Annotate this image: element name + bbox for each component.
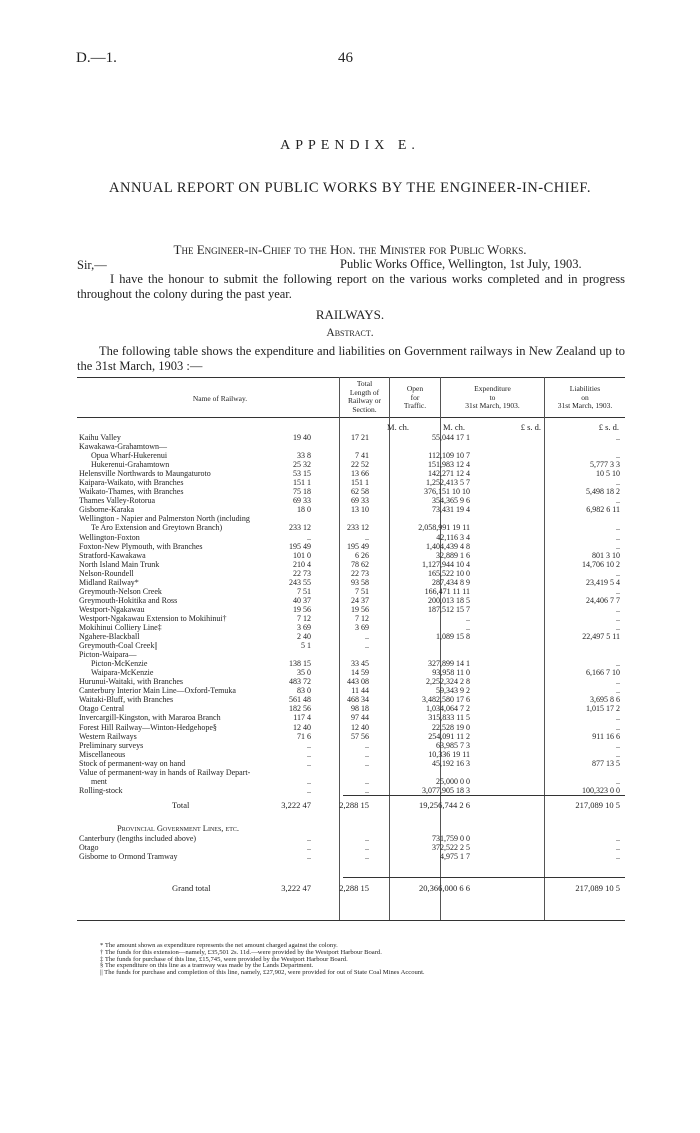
railway-name: Wellington-Foxton: [79, 532, 140, 542]
railway-name: Kawakawa-Grahamtown—: [79, 442, 167, 452]
railway-name: Waipara-McKenzie: [91, 668, 154, 678]
expenditure-cell: 2,058,991 19 11: [418, 523, 470, 533]
liabilities-cell: 100,323 0 0: [582, 785, 620, 795]
table-row: [77, 505, 625, 514]
liabilities-cell: ..: [616, 568, 620, 578]
report-title: ANNUAL REPORT ON PUBLIC WORKS BY THE ENGINEER-IN-CHIEF.: [109, 180, 591, 196]
expenditure-cell: 187,512 15 7: [428, 604, 470, 614]
total-length-cell: ..: [307, 749, 311, 759]
appendix-heading: APPENDIX E.: [280, 138, 420, 153]
open-traffic-cell: ..: [365, 632, 369, 642]
table-row: [77, 713, 625, 722]
railway-name: Gisborne to Ormond Tramway: [79, 852, 178, 862]
railway-name: Otago Central: [79, 704, 125, 714]
expenditure-cell: 25,000 0 0: [436, 776, 470, 786]
total-length-cell: 210 4: [293, 559, 311, 569]
open-traffic-cell: 62 58: [351, 487, 369, 497]
railway-name: Rolling-stock: [79, 785, 123, 795]
railway-name: Greymouth-Coal Creek||: [79, 641, 158, 651]
grand-total-row: Grand total 3,222 47 2,288 15 20,366,000 6 6 217,089 10 5: [172, 883, 620, 893]
table-row: [77, 460, 625, 469]
liabilities-cell: ..: [616, 843, 620, 853]
expenditure-cell: 165,522 10 0: [428, 568, 470, 578]
table-row: [77, 668, 625, 677]
total-length-cell: 483 72: [289, 677, 311, 687]
liabilities-cell: ..: [616, 686, 620, 696]
open-traffic-cell: 78 62: [351, 559, 369, 569]
open-traffic-cell: 97 44: [351, 713, 369, 723]
railway-name: Waikato-Thames, with Branches: [79, 487, 184, 497]
table-row: [77, 704, 625, 713]
railway-name: Canterbury Interior Main Line—Oxford-Temuka: [79, 686, 236, 696]
table-row: [77, 695, 625, 704]
page-number: 46: [338, 50, 353, 66]
open-traffic-cell: 33 45: [351, 659, 369, 669]
liabilities-cell: ..: [616, 834, 620, 843]
railway-name: Picton-McKenzie: [91, 659, 148, 669]
place-date: Public Works Office, Wellington, 1st July, 1903.: [340, 257, 582, 271]
open-traffic-cell: ..: [365, 641, 369, 651]
liabilities-cell: 10 5 10: [596, 469, 620, 479]
open-traffic-cell: 151 1: [351, 478, 369, 488]
liabilities-cell: 6,166 7 10: [586, 668, 620, 678]
total-length-cell: 7 51: [297, 586, 311, 596]
total-length-cell: 117 4: [293, 713, 311, 723]
railway-name: Greymouth-Hokitika and Ross: [79, 595, 178, 605]
footnote: § The expenditure on this line as a tramway was made by the Lands Department.: [100, 962, 314, 970]
total-length-cell: 75 18: [293, 487, 311, 497]
expenditure-cell: 3,077,905 18 3: [422, 785, 470, 795]
liabilities-cell: 6,982 6 11: [586, 505, 620, 515]
liabilities-cell: ..: [616, 740, 620, 750]
liabilities-cell: ..: [616, 659, 620, 669]
table-row: [77, 533, 625, 542]
railway-table-body: [77, 433, 625, 795]
expenditure-cell: 376,151 10 10: [424, 487, 470, 497]
table-row: [77, 632, 625, 641]
table-row: [77, 777, 625, 786]
total-length-cell: ..: [307, 834, 311, 843]
expenditure-cell: 142,271 12 4: [428, 469, 470, 479]
railway-name: Picton-Waipara—: [79, 650, 137, 660]
table-row: [77, 442, 625, 451]
open-traffic-cell: 13 66: [351, 469, 369, 479]
railway-name: Te Aro Extension and Greytown Branch): [91, 523, 223, 533]
liabilities-cell: 14,706 10 2: [582, 559, 620, 569]
open-traffic-cell: ..: [365, 843, 369, 853]
liabilities-cell: ..: [616, 433, 620, 442]
railway-name: Nelson-Roundell: [79, 568, 134, 578]
open-traffic-cell: 22 52: [351, 460, 369, 470]
railway-name: Hukerenui-Grahamtown: [91, 460, 170, 470]
expenditure-cell: 315,833 11 5: [428, 713, 470, 723]
expenditure-cell: 200,013 18 5: [428, 595, 470, 605]
expenditure-cell: 151,983 12 4: [428, 460, 470, 470]
total-length-cell: 53 15: [293, 469, 311, 479]
open-traffic-cell: 443 08: [347, 677, 369, 687]
total-length-cell: 243 55: [289, 577, 311, 587]
expenditure-cell: 1,252,413 5 7: [426, 478, 470, 488]
expenditure-cell: 55,044 17 1: [432, 433, 470, 442]
railway-name: Westport-Ngakawau Extension to Mokihinui†: [79, 613, 227, 623]
units-row: M. ch. M. ch. £ s. d. £ s. d.: [387, 422, 619, 432]
total-length-cell: 233 12: [289, 523, 311, 533]
table-row: [77, 560, 625, 569]
railway-name: Waitaki-Bluff, with Branches: [79, 695, 174, 705]
railway-name: Foxton-New Plymouth, with Branches: [79, 541, 203, 551]
liabilities-cell: 3,695 8 6: [590, 695, 620, 705]
liabilities-cell: ..: [616, 532, 620, 542]
liabilities-cell: ..: [616, 677, 620, 687]
open-traffic-cell: 69 33: [351, 496, 369, 506]
expenditure-cell: 42,116 3 4: [436, 532, 470, 542]
liabilities-cell: ..: [616, 586, 620, 596]
total-length-cell: 19 56: [293, 604, 311, 614]
total-length-cell: 40 37: [293, 595, 311, 605]
provincial-heading: Provincial Government Lines, etc.: [117, 823, 240, 833]
expenditure-cell: 372,522 2 5: [432, 843, 470, 853]
open-traffic-cell: 24 37: [351, 595, 369, 605]
open-traffic-cell: 98 18: [351, 704, 369, 714]
table-row: [77, 605, 625, 614]
liabilities-cell: 5,498 18 2: [586, 487, 620, 497]
col-header-length: Total Length of Railway or Section.: [347, 379, 382, 414]
total-length-cell: 69 33: [293, 496, 311, 506]
liabilities-cell: ..: [616, 613, 620, 623]
footnote: ‡ The funds for purchase of this line, £15,745, were provided by the Westport Harbour Board.: [100, 955, 348, 963]
sub-heading: Abstract.: [326, 327, 374, 339]
open-traffic-cell: 7 41: [355, 451, 369, 461]
open-traffic-cell: 233 12: [347, 523, 369, 533]
open-traffic-cell: ..: [365, 740, 369, 750]
liabilities-cell: ..: [616, 541, 620, 551]
expenditure-cell: 73,431 19 4: [432, 505, 470, 515]
expenditure-cell: 63,985 7 3: [436, 740, 470, 750]
total-length-cell: 12 40: [293, 722, 311, 732]
railway-name: Ngahere-Blackball: [79, 632, 140, 642]
expenditure-cell: 1,404,439 4 8: [426, 541, 470, 551]
open-traffic-cell: 22 73: [351, 568, 369, 578]
total-length-cell: 71 6: [297, 731, 311, 741]
expenditure-cell: 1,089 15 8: [436, 632, 470, 642]
table-row: [77, 451, 625, 460]
total-length-cell: 138 15: [289, 659, 311, 669]
col-header-expenditure: Expenditure to 31st March, 1903.: [465, 384, 520, 410]
total-length-cell: 101 0: [293, 550, 311, 560]
railway-name: Opua Wharf-Hukerenui: [91, 451, 168, 461]
total-length-cell: 35 0: [297, 668, 311, 678]
table-row: [77, 478, 625, 487]
table-row: [77, 641, 625, 650]
open-traffic-cell: 6 26: [355, 550, 369, 560]
table-row: [77, 496, 625, 505]
open-traffic-cell: 12 40: [351, 722, 369, 732]
open-traffic-cell: 57 56: [351, 731, 369, 741]
table-row: [77, 469, 625, 478]
expenditure-cell: 2,252,324 2 8: [426, 677, 470, 687]
table-row: [77, 596, 625, 605]
footnotes: [100, 943, 620, 977]
liabilities-cell: ..: [616, 713, 620, 723]
total-length-cell: ..: [307, 843, 311, 853]
table-row: [77, 843, 625, 852]
table-row: [77, 686, 625, 695]
liabilities-cell: 911 16 6: [592, 731, 620, 741]
table-row: [77, 677, 625, 686]
expenditure-cell: 4,975 1 7: [440, 852, 470, 862]
total-length-cell: ..: [307, 852, 311, 862]
footnote: * The amount shown as expenditure represents the net amount charged against the colony.: [100, 942, 338, 949]
table-row: [77, 786, 625, 795]
open-traffic-cell: ..: [365, 758, 369, 768]
liabilities-cell: ..: [616, 722, 620, 732]
railway-name: Gisborne-Karaka: [79, 505, 135, 515]
open-traffic-cell: 17 21: [351, 433, 369, 442]
footnote: || The funds for purchase and completion of this line, namely, £27,902, were provided for out of State Coal Mines Account.: [100, 969, 425, 977]
liabilities-cell: ..: [616, 523, 620, 533]
railway-name: Stock of permanent-way on hand: [79, 758, 186, 768]
total-length-cell: 7 12: [297, 613, 311, 623]
table-row: [77, 732, 625, 741]
open-traffic-cell: 93 58: [351, 577, 369, 587]
table-row: [77, 542, 625, 551]
table-row: [77, 852, 625, 861]
railway-name: Westport-Ngakawau: [79, 604, 145, 614]
table-row: [77, 759, 625, 768]
intro-paragraph: I have the honour to submit the following report on the various works completed and in progress throughout the colony during the past year.: [77, 272, 625, 301]
document-reference: D.—1.: [76, 50, 117, 66]
expenditure-cell: ..: [466, 613, 470, 623]
liabilities-cell: ..: [616, 478, 620, 488]
liabilities-cell: ..: [616, 604, 620, 614]
railway-name: North Island Main Trunk: [79, 559, 160, 569]
open-traffic-cell: 19 56: [351, 604, 369, 614]
table-bottom-rule: [77, 920, 625, 921]
liabilities-cell: ..: [616, 622, 620, 632]
provincial-table-body: [77, 834, 625, 861]
table-row: [77, 523, 625, 532]
railway-name: Helensville Northwards to Maungaturoto: [79, 469, 211, 479]
liabilities-cell: 22,497 5 11: [582, 632, 620, 642]
liabilities-cell: ..: [616, 749, 620, 759]
total-length-cell: 18 0: [297, 505, 311, 515]
total-length-cell: 3 69: [297, 622, 311, 632]
table-row: [77, 650, 625, 659]
railway-name: Stratford-Kawakawa: [79, 550, 146, 560]
railway-name: Thames Valley-Rotorua: [79, 496, 156, 506]
open-traffic-cell: 7 12: [355, 613, 369, 623]
open-traffic-cell: ..: [365, 749, 369, 759]
expenditure-cell: 112,109 10 7: [428, 451, 470, 461]
open-traffic-cell: ..: [365, 852, 369, 862]
expenditure-cell: 45,192 16 3: [432, 758, 470, 768]
col-header-open: Open for Traffic.: [403, 384, 427, 410]
total-length-cell: ..: [307, 785, 311, 795]
liabilities-cell: 5,777 3 3: [590, 460, 620, 470]
railway-name: Value of permanent-way in hands of Railway Depart-: [79, 767, 251, 777]
open-traffic-cell: 195 49: [347, 541, 369, 551]
liabilities-cell: 24,406 7 7: [586, 595, 620, 605]
expenditure-cell: 93,958 11 0: [432, 668, 470, 678]
open-traffic-cell: 7 51: [355, 586, 369, 596]
col-header-name: Name of Railway.: [192, 394, 248, 403]
table-row: [77, 433, 625, 442]
expenditure-cell: 1,034,064 7 2: [426, 704, 470, 714]
railway-name: Invercargill-Kingston, with Mararoa Branch: [79, 713, 221, 723]
liabilities-cell: ..: [616, 451, 620, 461]
railway-name: Miscellaneous: [79, 749, 126, 759]
liabilities-cell: 877 13 5: [592, 758, 620, 768]
table-row: [77, 569, 625, 578]
table-intro: The following table shows the expenditure and liabilities on Government railways in New Zealand up to the 31st March, 1903 :—: [77, 344, 625, 373]
total-length-cell: 83 0: [297, 686, 311, 696]
open-traffic-cell: 3 69: [355, 622, 369, 632]
table-row: [77, 723, 625, 732]
table-row: [77, 551, 625, 560]
table-row: [77, 741, 625, 750]
address-line: The Engineer-in-Chief to the Hon. the Minister for Public Works.: [173, 242, 527, 257]
total-length-cell: ..: [307, 532, 311, 542]
expenditure-cell: 327,899 14 1: [428, 659, 470, 669]
col-header-liabilities: Liabilities on 31st March, 1903.: [557, 384, 613, 410]
expenditure-cell: ..: [466, 622, 470, 632]
expenditure-cell: 22,528 19 0: [432, 722, 470, 732]
table-row: [77, 834, 625, 843]
open-traffic-cell: ..: [365, 776, 369, 786]
expenditure-cell: 287,434 8 9: [432, 577, 470, 587]
open-traffic-cell: 14 59: [351, 668, 369, 678]
table-top-rule: [77, 377, 625, 378]
open-traffic-cell: 468 34: [347, 695, 369, 705]
liabilities-cell: ..: [616, 852, 620, 862]
total-length-cell: 195 49: [289, 541, 311, 551]
expenditure-cell: 32,889 1 6: [436, 550, 470, 560]
open-traffic-cell: ..: [365, 532, 369, 542]
table-row: [77, 514, 625, 523]
total-length-cell: 19 40: [293, 433, 311, 442]
railway-name: ment: [91, 776, 107, 786]
expenditure-cell: 731,759 0 0: [432, 834, 470, 843]
table-row: [77, 659, 625, 668]
salutation: Sir,—: [77, 258, 107, 272]
open-traffic-cell: ..: [365, 785, 369, 795]
railway-name: Kaipara-Waikato, with Branches: [79, 478, 184, 488]
total-length-cell: 22 73: [293, 568, 311, 578]
liabilities-cell: 1,015 17 2: [586, 704, 620, 714]
table-row: [77, 578, 625, 587]
railway-name: Kaihu Valley: [79, 433, 121, 442]
railway-name: Western Railways: [79, 731, 137, 741]
open-traffic-cell: ..: [365, 834, 369, 843]
total-length-cell: 2 40: [297, 632, 311, 642]
open-traffic-cell: 11 44: [351, 686, 369, 696]
table-row: [77, 623, 625, 632]
expenditure-cell: 10,336 19 11: [428, 749, 470, 759]
railway-name: Otago: [79, 843, 99, 853]
footnote: † The funds for this extension—namely, £35,501 2s. 11d.—were provided by the Westport Harbour Board.: [100, 948, 382, 956]
total-length-cell: 151 1: [293, 478, 311, 488]
expenditure-cell: 254,091 11 2: [428, 731, 470, 741]
railway-name: Forest Hill Railway—Winton-Hedgehope§: [79, 722, 217, 732]
liabilities-cell: ..: [616, 496, 620, 506]
liabilities-cell: ..: [616, 776, 620, 786]
table-row: [77, 750, 625, 759]
total-length-cell: ..: [307, 740, 311, 750]
table-row: [77, 587, 625, 596]
total-length-cell: 561 48: [289, 695, 311, 705]
header-bottom-rule: [77, 417, 625, 418]
railway-name: Hurunui-Waitaki, with Branches: [79, 677, 183, 687]
expenditure-cell: 59,343 9 2: [436, 686, 470, 696]
total-length-cell: 25 32: [293, 460, 311, 470]
total-length-cell: 182 56: [289, 704, 311, 714]
total-length-cell: 5 1: [301, 641, 311, 651]
railway-name: Wellington - Napier and Palmerston North (including: [79, 514, 250, 524]
liabilities-cell: 23,419 5 4: [586, 577, 620, 587]
section-heading: RAILWAYS.: [315, 307, 385, 322]
railway-name: Greymouth-Nelson Creek: [79, 586, 162, 596]
railway-name: Canterbury (lengths included above): [79, 834, 197, 843]
expenditure-cell: 166,471 11 11: [424, 586, 470, 596]
railway-name: Preliminary surveys: [79, 740, 144, 750]
grand-total-rule: [343, 877, 625, 878]
total-length-cell: 33 8: [297, 451, 311, 461]
expenditure-cell: 3,482,580 17 6: [422, 695, 470, 705]
total-length-cell: ..: [307, 776, 311, 786]
railway-name: Mokihinui Colliery Line‡: [79, 622, 162, 632]
table-row: [77, 768, 625, 777]
table-row: [77, 614, 625, 623]
total-rule: [343, 795, 625, 796]
open-traffic-cell: 13 10: [351, 505, 369, 515]
expenditure-cell: 354,365 9 6: [432, 496, 470, 506]
table-row: [77, 487, 625, 496]
total-row: Total 3,222 47 2,288 15 19,256,744 2 6 217,089 10 5: [172, 800, 620, 810]
total-length-cell: ..: [307, 758, 311, 768]
railway-name: Midland Railway*: [79, 577, 139, 587]
liabilities-cell: 801 3 10: [592, 550, 620, 560]
expenditure-cell: 1,127,944 10 4: [422, 559, 470, 569]
